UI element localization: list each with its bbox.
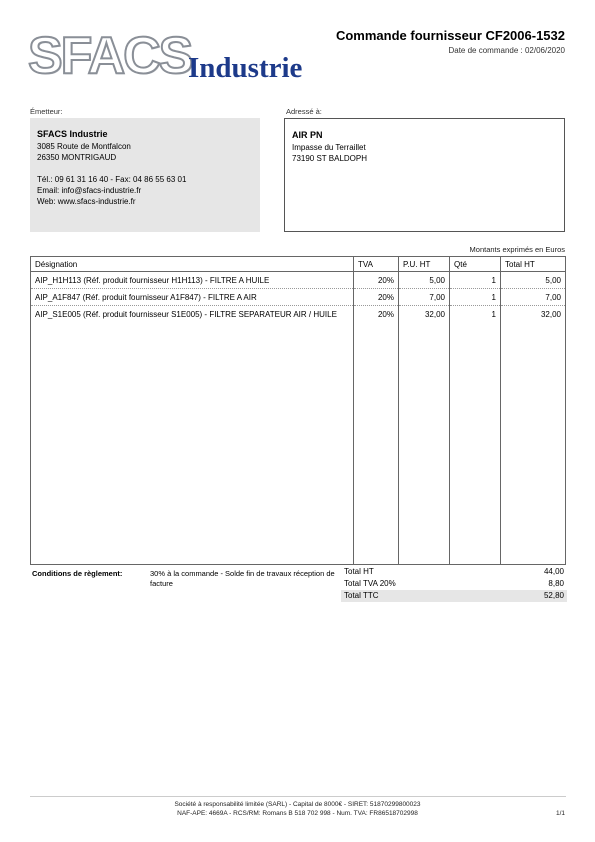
header-unit-price: P.U. HT	[399, 257, 450, 272]
total-ttc-label: Total TTC	[344, 591, 379, 600]
row-unit-price: 5,00	[399, 272, 450, 289]
document-title: Commande fournisseur CF2006-1532	[335, 28, 565, 43]
header-tva: TVA	[354, 257, 399, 272]
row-unit-price: 7,00	[399, 289, 450, 306]
table-row	[31, 306, 566, 565]
header-designation: Désignation	[31, 257, 354, 272]
row-quantity: 1	[450, 289, 501, 306]
row-designation: AIP_A1F847 (Réf. produit fournisseur A1F847) - FILTRE A AIR	[31, 289, 354, 306]
sender-web: Web: www.sfacs-industrie.fr	[37, 197, 136, 206]
header-total: Total HT	[501, 257, 566, 272]
sender-phone: Tél.: 09 61 31 16 40 - Fax: 04 86 55 63 01	[37, 175, 187, 184]
sender-box	[30, 118, 260, 232]
row-tva: 20%	[354, 306, 399, 565]
row-quantity: 1	[450, 272, 501, 289]
recipient-label: Adressé à:	[286, 107, 322, 116]
order-lines-table	[30, 256, 566, 565]
table-row	[31, 272, 566, 289]
sender-name: SFACS Industrie	[37, 129, 108, 139]
company-logo	[28, 27, 313, 88]
row-total: 5,00	[501, 272, 566, 289]
sender-label: Émetteur:	[30, 107, 63, 116]
logo-brand: SFACS	[28, 27, 192, 85]
sender-address-2: 26350 MONTRIGAUD	[37, 153, 117, 162]
row-unit-price: 32,00	[399, 306, 450, 565]
recipient-name: AIR PN	[292, 130, 323, 140]
recipient-address-2: 73190 ST BALDOPH	[292, 154, 368, 163]
row-total: 7,00	[501, 289, 566, 306]
row-designation: AIP_S1E005 (Réf. produit fournisseur S1E005) - FILTRE SEPARATEUR AIR / HUILE	[31, 306, 354, 565]
page-number: 1/1	[555, 810, 565, 817]
order-date: Date de commande : 02/06/2020	[448, 46, 565, 55]
totals-block	[341, 566, 567, 602]
header-quantity: Qté	[450, 257, 501, 272]
row-quantity: 1	[450, 306, 501, 565]
total-tva-value: 8,80	[548, 579, 564, 588]
total-ht-row	[341, 566, 567, 578]
recipient-address-1: Impasse du Terraillet	[292, 143, 366, 152]
footer-line-1: Société à responsabilité limitée (SARL) - Capital de 8000€ - SIRET: 51870299800023	[174, 801, 421, 808]
total-ttc-value: 52,80	[543, 591, 564, 600]
footer-line-2: NAF-APE: 4669A - RCS/RM: Romans B 518 702 998 - Num. TVA: FR86518702998	[177, 810, 418, 817]
row-tva: 20%	[354, 272, 399, 289]
row-total: 32,00	[501, 306, 566, 565]
sender-email: Email: info@sfacs-industrie.fr	[37, 186, 142, 195]
total-ttc-row	[341, 590, 567, 602]
footer-divider	[30, 796, 566, 797]
total-tva-row	[341, 578, 567, 590]
company-legal-footer	[0, 800, 595, 818]
row-designation: AIP_H1H113 (Réf. produit fournisseur H1H113) - FILTRE A HUILE	[31, 272, 354, 289]
currency-note: Montants exprimés en Euros	[469, 245, 565, 254]
sender-address-1: 3085 Route de Montfalcon	[37, 142, 131, 151]
payment-terms-text: 30% à la commande - Solde fin de travaux réception de facture	[150, 569, 335, 588]
total-ht-value: 44,00	[543, 567, 564, 576]
table-header-row	[31, 257, 566, 272]
payment-terms-label: Conditions de règlement:	[32, 569, 123, 578]
logo-suffix: Industrie	[188, 52, 303, 84]
total-ht-label: Total HT	[344, 567, 374, 576]
recipient-box	[284, 118, 565, 232]
row-tva: 20%	[354, 289, 399, 306]
total-tva-label: Total TVA 20%	[344, 579, 396, 588]
table-row	[31, 289, 566, 306]
